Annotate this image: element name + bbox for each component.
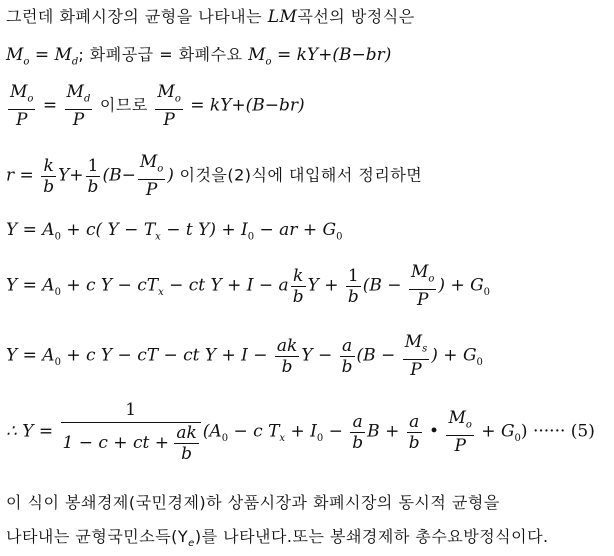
- fraction-1-b: $\frac{1}{b}$: [347, 265, 359, 307]
- fraction-ms-p: $\frac{M_o}{P}$: [448, 407, 472, 457]
- sub: e: [188, 538, 195, 550]
- closing-text-1: 이 식이 봉쇄경제(국민경제)하 상품시장과 화폐시장의 동시적 균형을: [6, 493, 500, 512]
- ms-symbol: M: [248, 45, 266, 65]
- fraction-k-b: $\frac{k}{b}$: [43, 155, 55, 197]
- fraction-a-b-2: $\frac{a}{b}$: [408, 411, 420, 453]
- simplified-equation-line: $Y = A_0 + c$ Y − cT − ct Y + I − $\frac{ak}{b}$ Y − $\frac{a}{b}$ (B − $\frac{M_s}{P}$ ) + $G_0$: [6, 332, 483, 381]
- sub: o: [23, 56, 30, 68]
- r-eq: r =: [6, 165, 40, 186]
- is-equation-line: $Y = A_0 + c$( $Y - T_x - t$ $Y) + I_0$ − ar + $G_0$: [6, 220, 343, 243]
- fraction-k-b: $\frac{k}{b}$: [292, 265, 304, 307]
- closing-line-2: [6, 524, 549, 549]
- money-equilibrium-line: [6, 42, 391, 67]
- eq-part: (B−: [102, 165, 136, 186]
- fraction-ms-p: $\frac{M_o}{P}$: [410, 262, 435, 311]
- closing-text-2b: )를 나타낸다.또는 봉쇄경제하 총수요방정식이다.: [194, 527, 549, 546]
- fraction-1-b: $\frac{1}{b}$: [87, 155, 99, 197]
- fraction-md-p: $\frac{M_d}{P}$: [66, 82, 91, 131]
- fraction-ms-p-2: $\frac{M_o}{P}$: [157, 82, 181, 131]
- closing-text-2a: 나타내는 균형국민소득(Y: [6, 527, 189, 546]
- real-balance-line: [6, 82, 305, 130]
- eq-sign: =: [37, 95, 63, 116]
- closing-line-1: [6, 490, 500, 513]
- eq-rhs: = kY+(B−br): [271, 45, 392, 65]
- interest-rate-line: [6, 152, 422, 200]
- fraction-ms-p: $\frac{M_o}{P}$: [10, 82, 34, 131]
- intro-text-2: 곡선의 방정식은: [297, 7, 415, 26]
- fraction-ms-p: $\frac{M_o}{P}$: [139, 152, 164, 201]
- therefore-text: 이므로: [94, 95, 154, 115]
- multiplier-fraction: 1 1 − c + ct + $\frac{ak}{b}$: [61, 400, 201, 464]
- fraction-a-b: $\frac{a}{b}$: [352, 411, 364, 453]
- fraction-ak-b: $\frac{ak}{b}$: [276, 335, 298, 377]
- sub: d: [71, 56, 79, 68]
- lm-label: LM: [267, 7, 298, 27]
- sub: o: [265, 56, 272, 68]
- eq-part: ): [167, 165, 174, 186]
- eq-rhs: = kY+(B−br): [184, 95, 305, 116]
- eq-part: Y+: [58, 165, 84, 186]
- money-supply-demand-text: ; 화폐공급 = 화폐수요: [78, 45, 249, 64]
- solution-equation-line: ∴ Y = 1 1 − c + ct + $\frac{ak}{b}$ ($A_0 - c$ $T_x + I_0$ − $\frac{a}{b}$ B + $\frac{a}{b}$ • $\frac{M_o}{P}$ + $G_0$) ······ (5): [6, 400, 595, 464]
- expanded-equation-line: $Y = A_0 + c$ $Y - cT_x$ − ct Y + I − a $\frac{k}{b}$ Y + $\frac{1}{b}$ (B − $\frac{M_o}{P}$ ) + $G_0$: [6, 262, 491, 311]
- eq-part: = M: [29, 45, 72, 65]
- intro-line: [6, 4, 415, 27]
- substitute-text: 이것을(2)식에 대입해서 정리하면: [173, 165, 423, 185]
- fraction-a-b: $\frac{a}{b}$: [341, 335, 353, 377]
- intro-text: 그런데 화폐시장의 균형을 나타내는: [6, 7, 268, 26]
- fraction-ms-p: $\frac{M_s}{P}$: [404, 332, 428, 381]
- ms-symbol: M: [6, 45, 24, 65]
